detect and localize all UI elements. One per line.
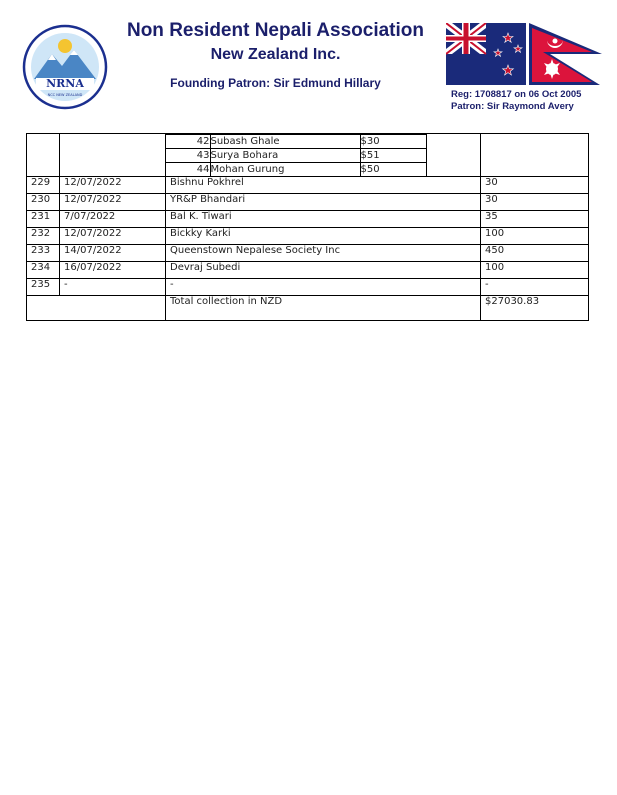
table-row — [27, 245, 589, 262]
total-label: Total collection in NZD — [166, 296, 481, 321]
date-cell: 12/07/2022 — [60, 228, 166, 245]
sn-cell — [27, 134, 60, 177]
patron-name: Patron: Sir Raymond Avery — [451, 101, 574, 112]
amount-cell: 35 — [481, 211, 589, 228]
svg-text:NRNA: NRNA — [46, 77, 84, 90]
date-cell: 7/07/2022 — [60, 211, 166, 228]
name-cell: Bal K. Tiwari — [166, 211, 481, 228]
sub-list-cell — [166, 134, 481, 177]
date-cell: 12/07/2022 — [60, 194, 166, 211]
sub-name: Surya Bohara — [210, 149, 360, 163]
sub-donations-table — [166, 134, 427, 176]
table-row — [27, 194, 589, 211]
registration-info — [451, 89, 581, 113]
name-cell: Bickky Karki — [166, 228, 481, 245]
table-row — [27, 262, 589, 279]
table-row — [27, 279, 589, 296]
name-cell: Queenstown Nepalese Society Inc — [166, 245, 481, 262]
letterhead — [0, 0, 617, 125]
amount-cell: - — [481, 279, 589, 296]
sn-cell: 232 — [27, 228, 60, 245]
amount-cell: 30 — [481, 194, 589, 211]
table-row — [27, 134, 589, 177]
nz-nepal-flags — [446, 23, 604, 87]
sub-name: Mohan Gurung — [210, 163, 360, 177]
nrna-logo — [22, 24, 108, 110]
amount-cell: 450 — [481, 245, 589, 262]
sn-cell: 235 — [27, 279, 60, 296]
name-cell: Devraj Subedi — [166, 262, 481, 279]
date-cell: 14/07/2022 — [60, 245, 166, 262]
sub-amount: $50 — [360, 163, 426, 177]
date-cell: - — [60, 279, 166, 296]
amount-cell: 30 — [481, 177, 589, 194]
amount-cell — [481, 134, 589, 177]
sub-row — [166, 163, 426, 177]
amount-cell: 100 — [481, 262, 589, 279]
reg-number: Reg: 1708817 on 06 Oct 2005 — [451, 89, 582, 100]
sub-no: 43 — [166, 149, 210, 163]
sn-cell: 229 — [27, 177, 60, 194]
amount-cell: 100 — [481, 228, 589, 245]
table-row — [27, 177, 589, 194]
name-cell: Bishnu Pokhrel — [166, 177, 481, 194]
sub-name: Subash Ghale — [210, 135, 360, 149]
svg-text:NCC NEW ZEALAND: NCC NEW ZEALAND — [47, 93, 83, 97]
sub-no: 44 — [166, 163, 210, 177]
date-cell: 12/07/2022 — [60, 177, 166, 194]
table-row — [27, 228, 589, 245]
sub-no: 42 — [166, 135, 210, 149]
org-name: Non Resident Nepali Association — [126, 20, 424, 41]
date-cell: 16/07/2022 — [60, 262, 166, 279]
sub-row — [166, 149, 426, 163]
sub-amount: $51 — [360, 149, 426, 163]
name-cell: YR&P Bhandari — [166, 194, 481, 211]
sn-cell: 231 — [27, 211, 60, 228]
donations-table — [26, 133, 589, 321]
org-subtitle: New Zealand Inc. — [210, 46, 341, 63]
date-cell — [60, 134, 166, 177]
name-cell: - — [166, 279, 481, 296]
sub-row — [166, 135, 426, 149]
sub-amount: $30 — [360, 135, 426, 149]
table-row — [27, 211, 589, 228]
founding-patron: Founding Patron: Sir Edmund Hillary — [170, 76, 381, 90]
total-amount: $27030.83 — [481, 296, 589, 321]
sn-cell: 230 — [27, 194, 60, 211]
sn-cell: 233 — [27, 245, 60, 262]
total-row — [27, 296, 589, 321]
sn-cell: 234 — [27, 262, 60, 279]
total-blank-cell — [27, 296, 166, 321]
